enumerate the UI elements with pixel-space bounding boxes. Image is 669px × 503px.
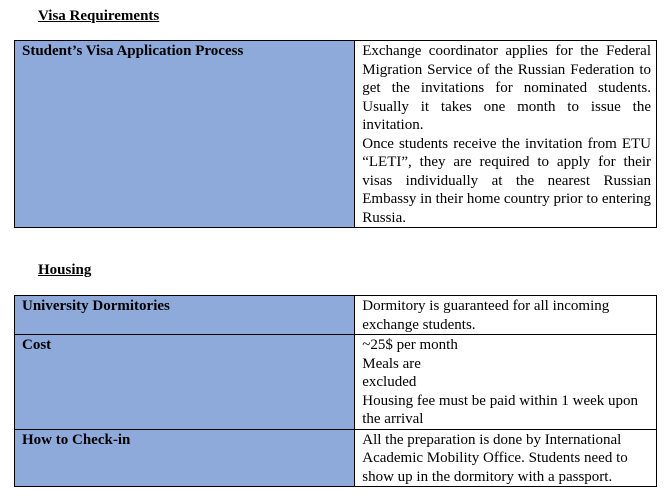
visa-requirements-heading: Visa Requirements — [38, 8, 160, 24]
visa-process-paragraph: Exchange coordinator applies for the Federal Migration Service of the Russian Federation to get the invitations for nominated students. Usually it takes one month to issue the invitation. — [362, 43, 651, 133]
dormitories-value: Dormitory is guaranteed for all incoming exchange students. — [355, 296, 657, 335]
housing-table — [14, 295, 657, 487]
check-in-label: How to Check-in — [15, 429, 355, 487]
housing-heading: Housing — [38, 262, 92, 278]
cost-label: Cost — [15, 335, 355, 430]
visa-process-label: Student’s Visa Application Process — [15, 41, 355, 228]
visa-requirements-table — [14, 40, 657, 228]
table-row — [15, 296, 657, 335]
cost-line: Housing fee must be paid within 1 week upon the arrival — [362, 392, 639, 427]
cost-line: excluded — [362, 374, 417, 390]
cost-line: Meals are — [362, 355, 421, 372]
table-row — [15, 41, 657, 228]
table-row — [15, 429, 657, 487]
check-in-value: All the preparation is done by International Academic Mobility Office. Students need to show up in the dormitory with a passport. — [355, 429, 657, 487]
cost-value — [355, 335, 657, 430]
cost-line: ~25$ per month — [362, 337, 458, 353]
table-row — [15, 335, 657, 430]
dormitories-label: University Dormitories — [15, 296, 355, 335]
visa-process-paragraph: Once students receive the invitation from ETU “LETI”, they are required to apply for their visas individually at the nearest Russian Embassy in their home country prior to entering Russia. — [362, 135, 651, 226]
visa-process-value — [355, 41, 657, 228]
